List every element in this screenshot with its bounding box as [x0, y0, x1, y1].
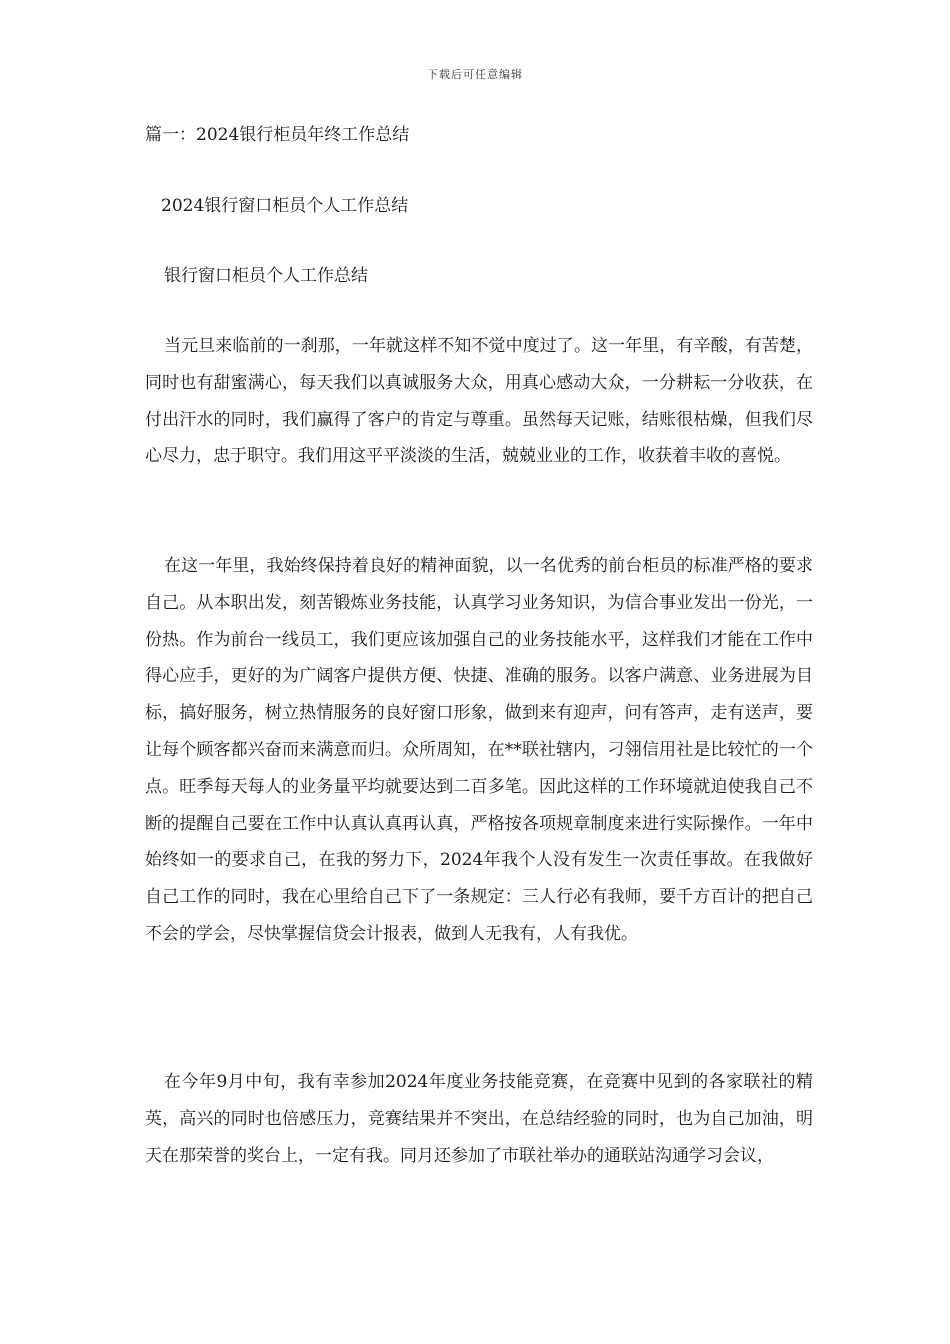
paragraph: 在今年9月中旬，我有幸参加2024年度业务技能竞赛，在竞赛中见到的各家联社的精英，高兴的同时也倍感压力，竞赛结果并不突出，在总结经验的同时，也为自己加油，明天在那荣誉的奖台上，一定有我。同月还参加了市联社举办的通联站沟通学习会议，	[145, 1072, 813, 1166]
document-title: 篇一：2024银行柜员年终工作总结	[145, 125, 410, 145]
document-heading: 银行窗口柜员个人工作总结	[164, 266, 368, 286]
paragraph: 当元旦来临前的一刹那，一年就这样不知不觉中度过了。这一年里，有辛酸，有苦楚，同时也有甜蜜满心，每天我们以真诚服务大众，用真心感动大众，一分耕耘一分收获，在付出汗水的同时，我们赢得了客户的肯定与尊重。虽然每天记账，结账很枯燥，但我们尽心尽力，忠于职守。我们用这平平淡淡的生活，兢兢业业的工作，收获着丰收的喜悦。	[145, 336, 813, 467]
header-note: 下载后可任意编辑	[427, 68, 523, 81]
document-subtitle: 2024银行窗口柜员个人工作总结	[161, 196, 409, 216]
paragraph: 在这一年里，我始终保持着良好的精神面貌，以一名优秀的前台柜员的标准严格的要求自己。从本职出发，刻苦锻炼业务技能，认真学习业务知识，为信合事业发出一份光，一份热。作为前台一线员工，我们更应该加强自己的业务技能水平，这样我们才能在工作中得心应手，更好的为广阔客户提供方便、快捷、准确的服务。以客户满意、业务进展为目标，搞好服务，树立热情服务的良好窗口形象，做到来有迎声，问有答声，走有送声，要让每个顾客都兴奋而来满意而归。众所周知，在**联社辖内，刁翎信用社是比较忙的一个点。旺季每天每人的业务量平均就要达到二百多笔。因此这样的工作环境就迫使我自己不断的提醒自己要在工作中认真认真再认真，严格按各项规章制度来进行实际操作。一年中始终如一的要求自己，在我的努力下，2024年我个人没有发生一次责任事故。在我做好自己工作的同时，我在心里给自己下了一条规定：三人行必有我师，要千方百计的把自己不会的学会，尽快掌握信贷会计报表，做到人无我有，人有我优。	[145, 556, 813, 944]
